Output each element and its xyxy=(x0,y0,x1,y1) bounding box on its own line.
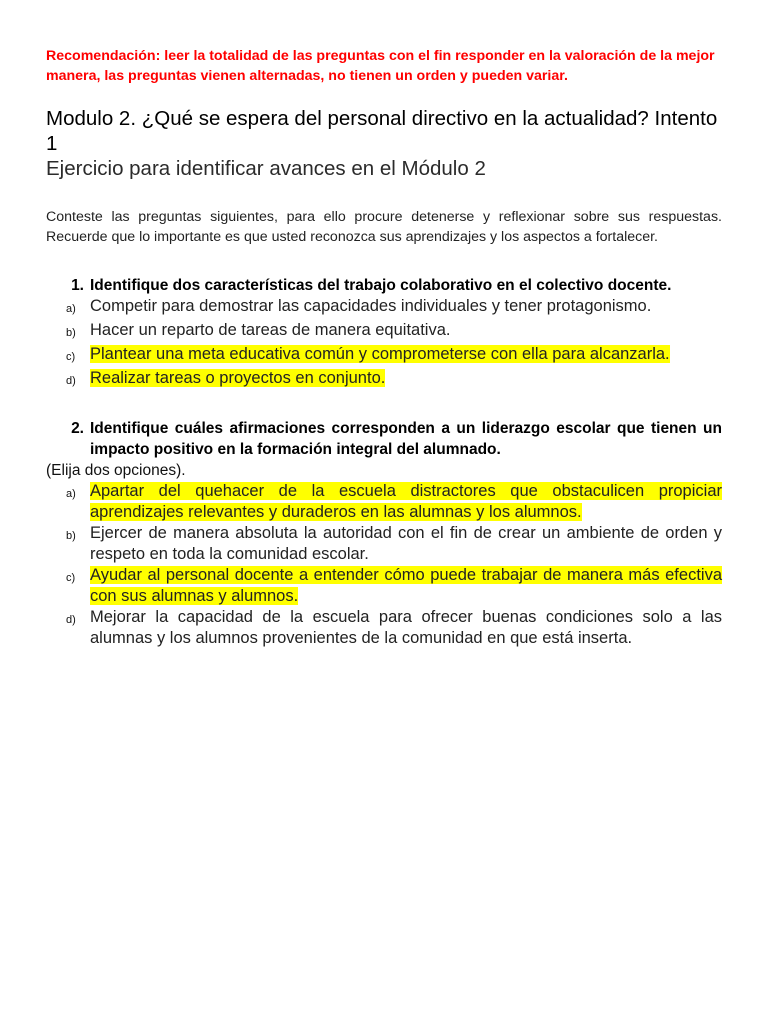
option-b xyxy=(46,523,722,565)
option-text: Mejorar la capacidad de la escuela para ofrecer buenas condiciones solo a las alumnas y los alumnos provenientes de la comunidad en que está inserta. xyxy=(90,608,722,647)
option-c xyxy=(46,344,722,368)
option-d xyxy=(46,368,722,392)
question-text: Identifique dos características del trabajo colaborativo en el colectivo docente. xyxy=(90,277,672,294)
option-letter: b) xyxy=(66,530,76,542)
question-number: 2. xyxy=(71,420,84,437)
question-stem xyxy=(46,275,722,296)
recommendation-note: Recomendación: leer la totalidad de las preguntas con el fin responder en la valoración de la mejor manera, las preguntas vienen alternadas, no tienen un orden y pueden variar. xyxy=(46,48,715,84)
question-1 xyxy=(46,275,722,392)
option-letter: a) xyxy=(66,488,76,500)
options-list xyxy=(46,481,722,649)
question-2 xyxy=(46,418,722,649)
question-text: Identifique cuáles afirmaciones corresponden a un liderazgo escolar que tienen un impacto positivo en la formación integral del alumnado. xyxy=(90,420,722,458)
question-note: (Elija dos opciones). xyxy=(46,462,186,479)
option-letter: b) xyxy=(66,327,76,339)
option-text-highlighted: Apartar del quehacer de la escuela distractores que obstaculicen propiciar aprendizajes relevantes y duraderos en las alumnas y los alumnos. xyxy=(90,482,722,521)
option-c xyxy=(46,565,722,607)
option-text-highlighted: Ayudar al personal docente a entender cómo puede trabajar de manera más efectiva con sus alumnas y alumnos. xyxy=(90,566,722,605)
option-letter: d) xyxy=(66,375,76,387)
option-letter: c) xyxy=(66,572,76,584)
option-b xyxy=(46,320,722,344)
question-number: 1. xyxy=(71,277,84,294)
option-letter: d) xyxy=(66,614,76,626)
question-stem xyxy=(46,418,722,460)
option-a xyxy=(46,296,722,320)
page-subtitle: Ejercicio para identificar avances en el Módulo 2 xyxy=(46,157,486,180)
option-letter: c) xyxy=(66,351,76,363)
instructions-paragraph: Conteste las preguntas siguientes, para ello procure detenerse y reflexionar sobre sus respuestas. Recuerde que lo importante es que usted reconozca sus aprendizajes y los aspectos a fortalecer. xyxy=(46,209,722,245)
option-text-highlighted: Plantear una meta educativa común y comprometerse con ella para alcanzarla. xyxy=(90,345,670,363)
option-a xyxy=(46,481,722,523)
option-letter: a) xyxy=(66,303,76,315)
option-text: Competir para demostrar las capacidades individuales y tener protagonismo. xyxy=(90,297,652,315)
option-text-highlighted: Realizar tareas o proyectos en conjunto. xyxy=(90,369,386,387)
option-text: Hacer un reparto de tareas de manera equitativa. xyxy=(90,321,451,339)
page-title: Modulo 2. ¿Qué se espera del personal directivo en la actualidad? Intento 1 xyxy=(46,107,718,155)
options-list xyxy=(46,296,722,392)
option-d xyxy=(46,607,722,649)
option-text: Ejercer de manera absoluta la autoridad con el fin de crear un ambiente de orden y respeto en toda la comunidad escolar. xyxy=(90,524,722,563)
